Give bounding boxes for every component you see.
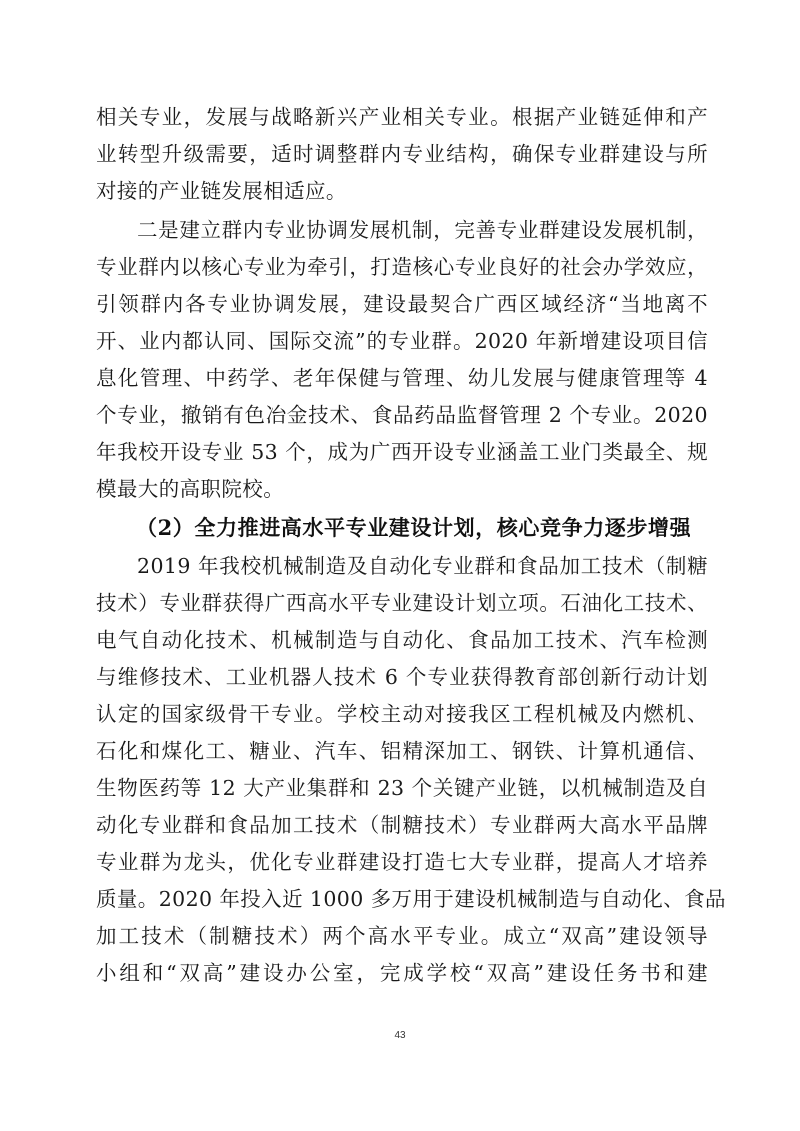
paragraph-3-line-10: 质量。2020 年投入近 1000 多万用于建设机械制造与自动化、食品 xyxy=(96,887,726,911)
paragraph-2-line-8: 模最大的高职院校。 xyxy=(96,477,285,501)
paragraph-3-line-5: 认定的国家级骨干专业。学校主动对接我区工程机械及内燃机、 xyxy=(96,702,708,726)
paragraph-3-line-9: 专业群为龙头，优化专业群建设打造七大专业群，提高人才培养 xyxy=(96,850,708,874)
paragraph-3-line-11: 加工技术（制糖技术）两个高水平专业。成立“双高”建设领导 xyxy=(96,924,708,948)
paragraph-3-line-3: 电气自动化技术、机械制造与自动化、食品加工技术、汽车检测 xyxy=(96,628,708,652)
paragraph-2-line-7: 年我校开设专业 53 个，成为广西开设专业涵盖工业门类最全、规 xyxy=(96,440,708,464)
section-heading: （2）全力推进高水平专业建设计划，核心竞争力逐步增强 xyxy=(136,515,692,540)
paragraph-2-line-5: 息化管理、中药学、老年保健与管理、幼儿发展与健康管理等 4 xyxy=(96,366,708,390)
paragraph-3 xyxy=(96,548,726,992)
paragraph-3-line-7: 生物医药等 12 大产业集群和 23 个关键产业链，以机械制造及自 xyxy=(96,776,708,800)
paragraph-3-line-12: 小组和“双高”建设办公室，完成学校“双高”建设任务书和建 xyxy=(96,961,708,985)
paragraph-3-line-2: 技术）专业群获得广西高水平专业建设计划立项。石油化工技术、 xyxy=(96,591,708,615)
paragraph-2-line-6: 个专业，撤销有色冶金技术、食品药品监督管理 2 个专业。2020 xyxy=(96,403,708,427)
paragraph-2-line-1: 二是建立群内专业协调发展机制，完善专业群建设发展机制， xyxy=(137,218,708,242)
paragraph-3-line-4: 与维修技术、工业机器人技术 6 个专业获得教育部创新行动计划 xyxy=(96,665,708,689)
paragraph-1-line-2: 业转型升级需要，适时调整群内专业结构，确保专业群建设与所 xyxy=(96,142,708,166)
paragraph-3-line-8: 动化专业群和食品加工技术（制糖技术）专业群两大高水平品牌 xyxy=(96,813,708,837)
paragraph-3-line-1: 2019 年我校机械制造及自动化专业群和食品加工技术（制糖 xyxy=(137,554,708,578)
paragraph-1 xyxy=(96,99,708,210)
paragraph-2-line-3: 引领群内各专业协调发展，建设最契合广西区域经济“当地离不 xyxy=(96,292,708,316)
paragraph-1-line-3: 对接的产业链发展相适应。 xyxy=(96,179,347,203)
paragraph-3-line-6: 石化和煤化工、糖业、汽车、铝精深加工、钢铁、计算机通信、 xyxy=(96,739,708,763)
paragraph-2-line-4: 开、业内都认同、国际交流”的专业群。2020 年新增建设项目信 xyxy=(96,329,708,353)
page-number: 43 xyxy=(394,1030,406,1041)
paragraph-2-line-2: 专业群内以核心专业为牵引，打造核心专业良好的社会办学效应， xyxy=(96,255,708,279)
paragraph-2 xyxy=(96,212,708,508)
paragraph-1-line-1: 相关专业，发展与战略新兴产业相关专业。根据产业链延伸和产 xyxy=(96,105,708,129)
